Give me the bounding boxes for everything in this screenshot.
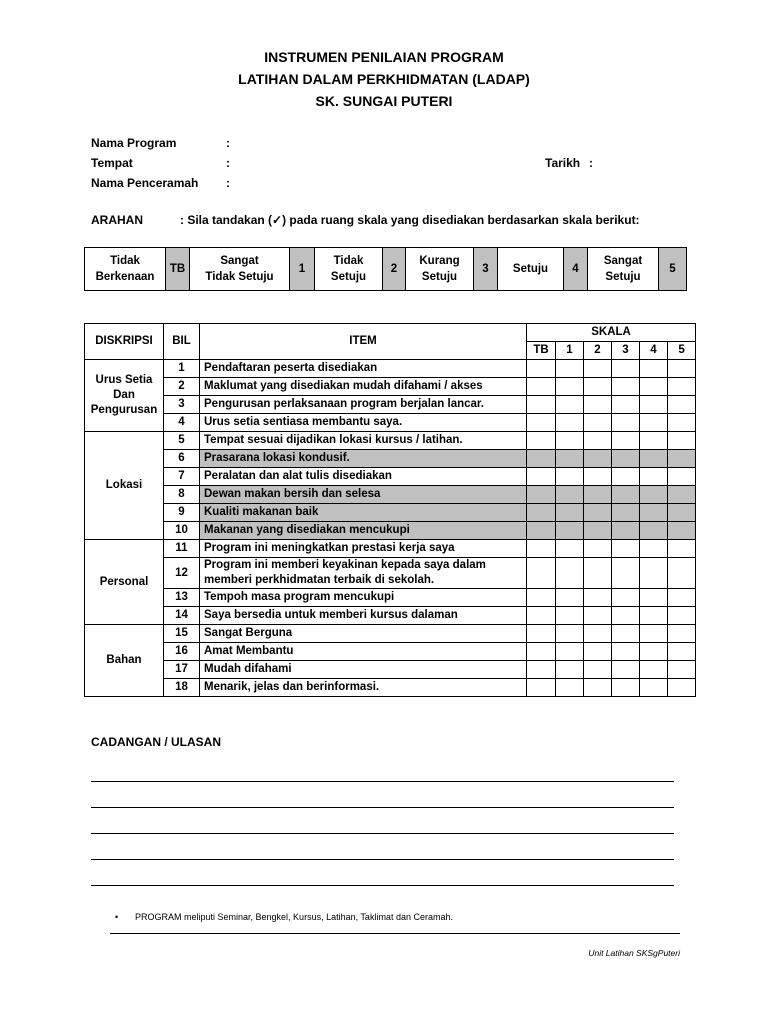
scale-cell-4[interactable] [640,432,668,450]
row-item: Makanan yang disediakan mencukupi [200,522,527,540]
scale-cell-1[interactable] [556,589,584,607]
scale-cell-3[interactable] [612,540,640,558]
table-row [85,522,696,540]
row-bil: 16 [164,643,200,661]
header-item: ITEM [200,324,527,360]
scale-cell-2[interactable] [584,589,612,607]
title-line-2: LATIHAN DALAM PERKHIDMATAN (LADAP) [238,71,530,87]
table-row [85,589,696,607]
scale-cell-5[interactable] [668,486,696,504]
scale-cell-5[interactable] [668,661,696,679]
scale-cell-3[interactable] [612,414,640,432]
comment-line-4[interactable] [91,859,674,860]
scale-cell-4[interactable] [640,378,668,396]
scale-cell-1[interactable] [556,522,584,540]
table-row [85,558,696,589]
scale-cell-3[interactable] [612,360,640,378]
scale-cell-3[interactable] [612,378,640,396]
scale-cell-2[interactable] [584,625,612,643]
row-bil: 9 [164,504,200,522]
cadangan-label: CADANGAN / ULASAN [91,735,221,749]
scale-cell-5[interactable] [668,414,696,432]
scale-cell-3[interactable] [612,468,640,486]
row-item: Peralatan dan alat tulis disediakan [200,468,527,486]
row-item: Tempat sesuai dijadikan lokasi kursus / latihan. [200,432,527,450]
scale-cell-5[interactable] [668,625,696,643]
scale-cell-4[interactable] [640,643,668,661]
table-row [85,414,696,432]
scale-cell-TB[interactable] [527,540,556,558]
scale-cell-5[interactable] [668,679,696,697]
scale-cell-2[interactable] [584,486,612,504]
scale-cell-4[interactable] [640,625,668,643]
scale-cell-5[interactable] [668,589,696,607]
title-line-1: INSTRUMEN PENILAIAN PROGRAM [264,49,504,65]
row-item: Prasarana lokasi kondusif. [200,450,527,468]
legend-label-5: Sangat Setuju [588,248,659,291]
label-tempat: Tempat [91,156,133,170]
scale-cell-2[interactable] [584,504,612,522]
comment-line-5[interactable] [91,885,674,886]
scale-cell-1[interactable] [556,607,584,625]
scale-cell-1[interactable] [556,468,584,486]
colon-tempat: : [226,156,230,170]
scale-cell-4[interactable] [640,360,668,378]
scale-cell-4[interactable] [640,522,668,540]
scale-cell-TB[interactable] [527,643,556,661]
scale-cell-5[interactable] [668,468,696,486]
scale-cell-TB[interactable] [527,558,556,589]
scale-cell-2[interactable] [584,540,612,558]
scale-col-3: 3 [612,342,640,360]
scale-cell-TB[interactable] [527,450,556,468]
scale-cell-3[interactable] [612,661,640,679]
row-bil: 4 [164,414,200,432]
scale-cell-2[interactable] [584,607,612,625]
row-item: Tempoh masa program mencukupi [200,589,527,607]
scale-cell-5[interactable] [668,522,696,540]
scale-cell-4[interactable] [640,450,668,468]
header-bil: BIL [164,324,200,360]
scale-cell-TB[interactable] [527,661,556,679]
scale-cell-TB[interactable] [527,607,556,625]
arahan-text: : Sila tandakan (✓) pada ruang skala yang disediakan berdasarkan skala berikut: [180,213,640,227]
table-row [85,396,696,414]
table-row [85,378,696,396]
scale-cell-4[interactable] [640,396,668,414]
scale-cell-4[interactable] [640,540,668,558]
scale-cell-5[interactable] [668,378,696,396]
scale-cell-5[interactable] [668,504,696,522]
scale-cell-3[interactable] [612,589,640,607]
scale-cell-3[interactable] [612,558,640,589]
scale-cell-1[interactable] [556,558,584,589]
group-label: Bahan [85,625,164,697]
legend-code-5: 5 [659,248,687,291]
scale-cell-2[interactable] [584,679,612,697]
row-bil: 13 [164,589,200,607]
scale-col-2: 2 [584,342,612,360]
scale-cell-1[interactable] [556,679,584,697]
row-bil: 15 [164,625,200,643]
table-row [85,679,696,697]
legend-label-2: Tidak Setuju [315,248,383,291]
scale-cell-3[interactable] [612,432,640,450]
row-item: Menarik, jelas dan berinformasi. [200,679,527,697]
group-label: Lokasi [85,432,164,540]
row-bil: 10 [164,522,200,540]
label-nama-program: Nama Program [91,136,177,150]
row-bil: 12 [164,558,200,589]
scale-cell-4[interactable] [640,679,668,697]
scale-cell-TB[interactable] [527,486,556,504]
program-note: PROGRAM meliputi Seminar, Bengkel, Kursus, Latihan, Taklimat dan Ceramah. [135,912,453,922]
scale-cell-5[interactable] [668,540,696,558]
legend-label-0: Tidak Berkenaan [85,248,166,291]
row-bil: 17 [164,661,200,679]
scale-cell-2[interactable] [584,414,612,432]
legend-code-4: 4 [564,248,588,291]
row-bil: 14 [164,607,200,625]
scale-cell-4[interactable] [640,607,668,625]
table-row [85,486,696,504]
row-bil: 11 [164,540,200,558]
legend-code-3: 3 [474,248,498,291]
scale-cell-TB[interactable] [527,414,556,432]
table-row [85,661,696,679]
bullet-icon: • [115,912,119,922]
row-bil: 3 [164,396,200,414]
scale-cell-TB[interactable] [527,522,556,540]
comment-line-1[interactable] [91,781,674,782]
legend-label-3: Kurang Setuju [406,248,474,291]
evaluation-table [84,323,696,697]
scale-cell-1[interactable] [556,450,584,468]
table-row [85,540,696,558]
scale-cell-2[interactable] [584,450,612,468]
header-diskripsi: DISKRIPSI [85,324,164,360]
scale-cell-1[interactable] [556,414,584,432]
table-row [85,450,696,468]
row-bil: 8 [164,486,200,504]
scale-cell-TB[interactable] [527,679,556,697]
scale-cell-TB[interactable] [527,378,556,396]
scale-cell-2[interactable] [584,396,612,414]
row-item: Mudah difahami [200,661,527,679]
scale-cell-TB[interactable] [527,625,556,643]
scale-cell-4[interactable] [640,504,668,522]
scale-cell-2[interactable] [584,360,612,378]
scale-cell-1[interactable] [556,396,584,414]
table-row [85,360,696,378]
scale-cell-3[interactable] [612,396,640,414]
scale-cell-5[interactable] [668,396,696,414]
scale-cell-5[interactable] [668,607,696,625]
scale-cell-4[interactable] [640,468,668,486]
scale-cell-3[interactable] [612,607,640,625]
scale-cell-2[interactable] [584,661,612,679]
colon-tarikh: : [589,156,593,170]
comment-line-2[interactable] [91,807,674,808]
row-bil: 18 [164,679,200,697]
scale-cell-3[interactable] [612,679,640,697]
scale-cell-1[interactable] [556,625,584,643]
scale-col-4: 4 [640,342,668,360]
row-bil: 1 [164,360,200,378]
scale-col-TB: TB [527,342,556,360]
row-bil: 5 [164,432,200,450]
scale-cell-3[interactable] [612,643,640,661]
row-bil: 2 [164,378,200,396]
scale-cell-1[interactable] [556,643,584,661]
title-line-3: SK. SUNGAI PUTERI [315,93,453,109]
scale-cell-4[interactable] [640,414,668,432]
scale-cell-4[interactable] [640,661,668,679]
scale-cell-3[interactable] [612,486,640,504]
scale-cell-5[interactable] [668,432,696,450]
scale-cell-1[interactable] [556,540,584,558]
group-label: Urus Setia Dan Pengurusan [85,360,164,432]
scale-cell-2[interactable] [584,522,612,540]
legend-label-4: Setuju [498,248,564,291]
scale-cell-4[interactable] [640,558,668,589]
header-skala: SKALA [527,324,696,342]
scale-cell-2[interactable] [584,558,612,589]
legend-code-0: TB [166,248,190,291]
row-item: Pendaftaran peserta disediakan [200,360,527,378]
table-row [85,607,696,625]
table-row [85,625,696,643]
colon-nama-penceramah: : [226,176,230,190]
scale-cell-2[interactable] [584,432,612,450]
scale-cell-1[interactable] [556,378,584,396]
group-label: Personal [85,540,164,625]
row-item: Kualiti makanan baik [200,504,527,522]
arahan-label: ARAHAN [91,213,143,227]
footer-text: Unit Latihan SKSgPuteri [588,948,680,958]
scale-cell-5[interactable] [668,643,696,661]
scale-legend [84,247,687,291]
scale-cell-3[interactable] [612,522,640,540]
legend-code-1: 1 [290,248,315,291]
scale-cell-1[interactable] [556,360,584,378]
label-tarikh: Tarikh [545,156,581,170]
row-item: Pengurusan perlaksanaan program berjalan lancar. [200,396,527,414]
scale-cell-TB[interactable] [527,396,556,414]
scale-cell-1[interactable] [556,504,584,522]
scale-cell-3[interactable] [612,504,640,522]
scale-cell-1[interactable] [556,432,584,450]
table-row [85,432,696,450]
table-row [85,643,696,661]
row-item: Maklumat yang disediakan mudah difahami / akses [200,378,527,396]
scale-cell-5[interactable] [668,360,696,378]
scale-cell-5[interactable] [668,450,696,468]
row-bil: 7 [164,468,200,486]
scale-cell-1[interactable] [556,486,584,504]
legend-label-1: Sangat Tidak Setuju [190,248,290,291]
legend-code-2: 2 [383,248,406,291]
row-item: Saya bersedia untuk memberi kursus dalaman [200,607,527,625]
scale-cell-TB[interactable] [527,504,556,522]
table-row [85,468,696,486]
scale-cell-TB[interactable] [527,432,556,450]
scale-cell-2[interactable] [584,468,612,486]
row-item: Program ini memberi keyakinan kepada saya dalam memberi perkhidmatan terbaik di sekolah. [200,558,527,589]
scale-cell-2[interactable] [584,378,612,396]
scale-col-5: 5 [668,342,696,360]
table-row [85,504,696,522]
label-nama-penceramah: Nama Penceramah [91,176,199,190]
scale-cell-TB[interactable] [527,468,556,486]
row-item: Urus setia sentiasa membantu saya. [200,414,527,432]
colon-nama-program: : [226,136,230,150]
scale-cell-5[interactable] [668,558,696,589]
scale-cell-1[interactable] [556,661,584,679]
scale-cell-3[interactable] [612,450,640,468]
scale-cell-4[interactable] [640,589,668,607]
row-item: Amat Membantu [200,643,527,661]
row-item: Program ini meningkatkan prestasi kerja saya [200,540,527,558]
footer-divider [110,933,680,934]
row-item: Sangat Berguna [200,625,527,643]
row-bil: 6 [164,450,200,468]
scale-cell-4[interactable] [640,486,668,504]
row-item: Dewan makan bersih dan selesa [200,486,527,504]
comment-line-3[interactable] [91,833,674,834]
scale-col-1: 1 [556,342,584,360]
scale-cell-TB[interactable] [527,589,556,607]
scale-cell-TB[interactable] [527,360,556,378]
scale-cell-2[interactable] [584,643,612,661]
scale-cell-3[interactable] [612,625,640,643]
